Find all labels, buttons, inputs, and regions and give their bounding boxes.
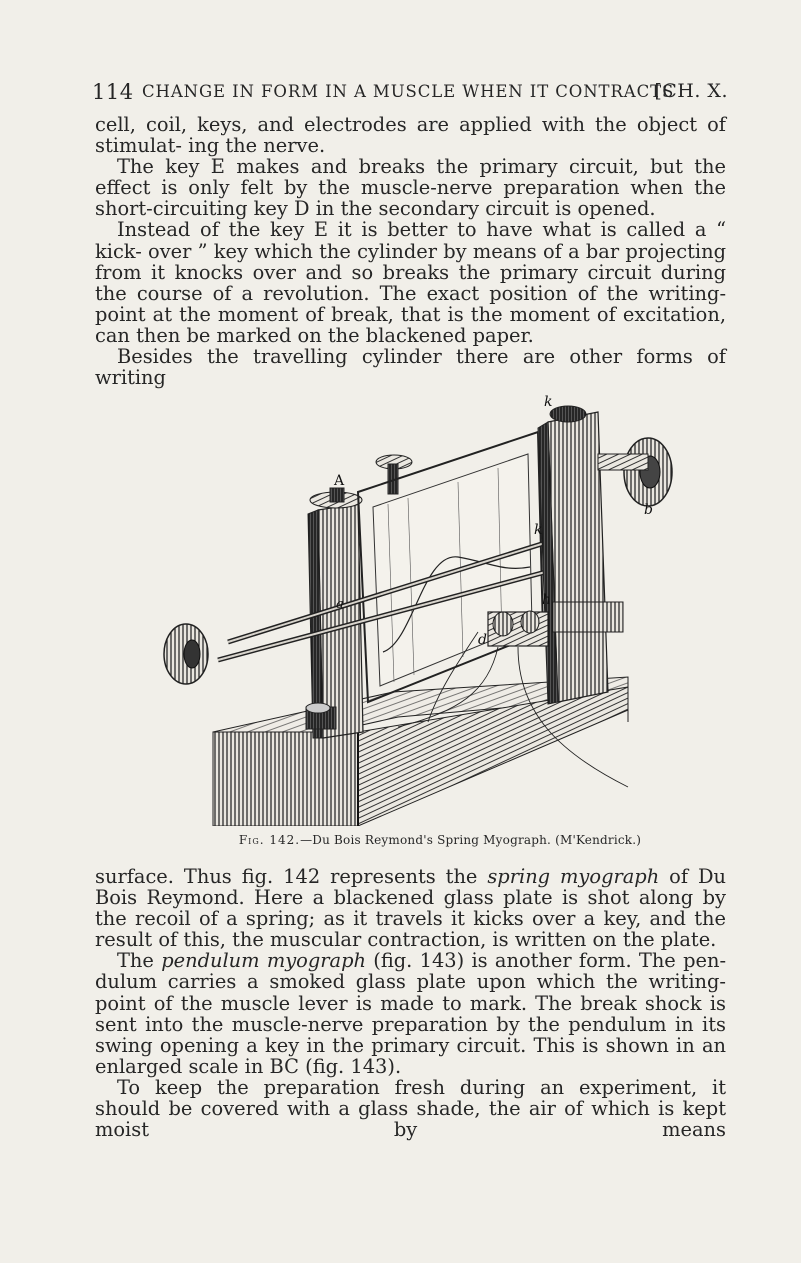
caption-label: Fig. 142. — [238, 833, 301, 847]
chapter-reference: [CH. X. — [654, 80, 728, 102]
spring-myograph-engraving — [158, 392, 678, 826]
page-number: 114 — [92, 80, 134, 104]
paragraph-continuation: cell, coil, keys, and electrodes are applied with the object of stimulat- ing the nerve. — [95, 113, 726, 158]
paragraph-other-forms: Besides the travelling cylinder there are other forms of writing — [95, 345, 726, 390]
figure-label-a: a — [336, 597, 344, 612]
figure-label-A: A — [334, 473, 345, 489]
figure-spring-myograph — [158, 392, 678, 826]
figure-label-k-top: k — [544, 394, 553, 410]
running-header — [92, 80, 728, 108]
caption-text: —Du Bois Reymond's Spring Myograph. (M'Kendrick.) — [300, 833, 642, 847]
figure-caption — [160, 833, 720, 847]
figure-label-d: d — [478, 632, 487, 648]
bottom-text-block — [95, 866, 726, 1140]
paragraph-kick-over-key: Instead of the key E it is better to have what is called a “ kick- over ” key which the cylinder by means of a bar projecting from it knocks over and so breaks the primary circuit during the course of a revolution. The exact position of the writing-point at the moment of break, that is the moment of excitation, can then be marked on the blackened paper. — [95, 218, 726, 347]
paragraph-pendulum-myograph: The pendulum myograph (fig. 143) is another form. The pen- dulum carries a smoked glass plate upon which the writing-point of the muscle lever is made to mark. The break shock is sent into the muscle-nerve preparation by the pendulum in its swing opening a key in the primary circuit. This is shown in an enlarged scale in BC (fig. 143). — [95, 949, 726, 1078]
figure-label-b: b — [644, 502, 653, 518]
paragraph-key-e: The key E makes and breaks the primary circuit, but the effect is only felt by the muscle-nerve preparation when the short-circuiting key D in the secondary circuit is opened. — [95, 155, 726, 221]
top-text-block — [95, 114, 726, 388]
base-front-face — [213, 732, 358, 826]
figure-label-h: h — [542, 592, 552, 608]
running-title: CHANGE IN FORM IN A MUSCLE WHEN IT CONTRACTS — [142, 82, 675, 101]
figure-label-k-side: k — [534, 522, 543, 538]
term-pendulum-myograph: pendulum myograph — [161, 949, 366, 973]
paragraph-glass-shade: To keep the preparation fresh during an experiment, it should be covered with a glass shade, the air of which is kept moist by means — [95, 1075, 726, 1142]
paragraph-spring-myograph: surface. Thus fig. 142 represents the spring myograph of Du Bois Reymond. Here a blackened glass plate is shot along by the recoil of a spring; as it travels it kicks over a key, and the result of this, the muscular contraction, is written on the plate. — [95, 865, 727, 952]
term-spring-myograph: spring myograph — [487, 865, 660, 888]
